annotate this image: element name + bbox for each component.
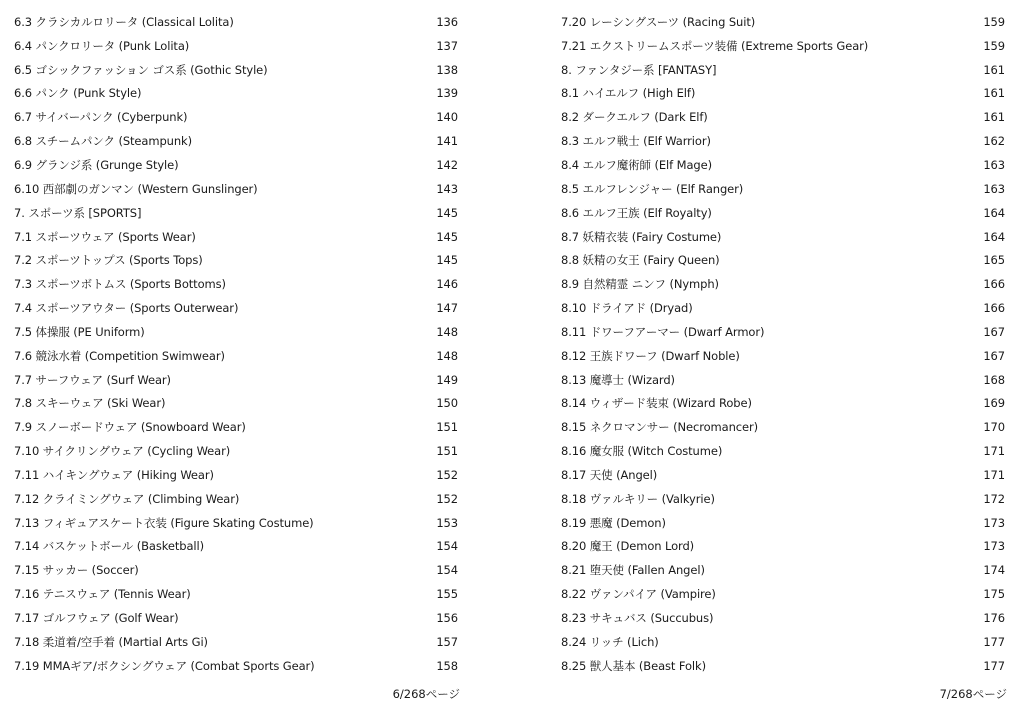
toc-entry[interactable] xyxy=(14,558,460,582)
toc-entry-page-number: 173 xyxy=(983,515,1005,530)
toc-entry[interactable] xyxy=(561,630,1007,654)
toc-entry-page-number: 173 xyxy=(983,539,1005,554)
toc-entry-page-number: 171 xyxy=(983,467,1005,482)
toc-entry[interactable] xyxy=(561,153,1007,177)
toc-entry[interactable] xyxy=(14,34,460,58)
toc-entry-page-number: 148 xyxy=(436,348,458,363)
toc-entry-page-number: 159 xyxy=(983,14,1005,29)
toc-entry-title: 8.18 ヴァルキリー (Valkyrie) xyxy=(561,491,715,506)
toc-entry[interactable] xyxy=(14,582,460,606)
toc-entry-title: 7.12 クライミングウェア (Climbing Wear) xyxy=(14,491,240,506)
toc-entry-title: 7.17 ゴルフウェア (Golf Wear) xyxy=(14,611,179,626)
toc-entry-title: 6.3 クラシカルロリータ (Classical Lolita) xyxy=(14,14,234,29)
toc-entry-page-number: 166 xyxy=(983,301,1005,316)
toc-entry-page-number: 163 xyxy=(983,181,1005,196)
toc-entry[interactable] xyxy=(561,487,1007,511)
toc-entry-page-number: 165 xyxy=(983,253,1005,268)
toc-entry[interactable] xyxy=(561,344,1007,368)
toc-entry-page-number: 176 xyxy=(983,611,1005,626)
toc-entry[interactable] xyxy=(561,368,1007,392)
toc-entry[interactable] xyxy=(14,606,460,630)
toc-entry[interactable] xyxy=(561,392,1007,416)
toc-entry-title: 7.19 MMAギア/ボクシングウェア (Combat Sports Gear) xyxy=(14,658,315,673)
toc-entry[interactable] xyxy=(561,177,1007,201)
toc-entry-title: 8.11 ドワーフアーマー (Dwarf Armor) xyxy=(561,324,765,339)
toc-entry[interactable] xyxy=(14,439,460,463)
toc-entry[interactable] xyxy=(561,511,1007,535)
toc-entry-title: 6.8 スチームパンク (Steampunk) xyxy=(14,134,192,149)
toc-entry-page-number: 145 xyxy=(436,205,458,220)
toc-entry-title: 7.4 スポーツアウター (Sports Outerwear) xyxy=(14,301,239,316)
toc-entry-title: 6.6 パンク (Punk Style) xyxy=(14,86,142,101)
toc-entry-page-number: 153 xyxy=(436,515,458,530)
toc-entry-title: 8.14 ウィザード装束 (Wizard Robe) xyxy=(561,396,752,411)
toc-entry-page-number: 140 xyxy=(436,110,458,125)
toc-entry-title: 8.25 獣人基本 (Beast Folk) xyxy=(561,658,706,673)
toc-entry[interactable] xyxy=(14,368,460,392)
toc-entry-page-number: 150 xyxy=(436,396,458,411)
toc-entry-page-number: 151 xyxy=(436,420,458,435)
toc-entry-title: 6.5 ゴシックファッション ゴス系 (Gothic Style) xyxy=(14,62,268,77)
toc-entry-title: 8.19 悪魔 (Demon) xyxy=(561,515,666,530)
toc-entry-title: 8.10 ドライアド (Dryad) xyxy=(561,301,693,316)
toc-entry[interactable] xyxy=(14,415,460,439)
toc-entry-page-number: 145 xyxy=(436,229,458,244)
toc-entry[interactable] xyxy=(14,248,460,272)
toc-entry[interactable] xyxy=(561,58,1007,82)
toc-entry-page-number: 172 xyxy=(983,491,1005,506)
toc-entry-title: 8.1 ハイエルフ (High Elf) xyxy=(561,86,696,101)
toc-entry-page-number: 154 xyxy=(436,563,458,578)
toc-entry-page-number: 161 xyxy=(983,62,1005,77)
toc-entry-title: 7.2 スポーツトップス (Sports Tops) xyxy=(14,253,203,268)
toc-entry[interactable] xyxy=(561,558,1007,582)
toc-entry-title: 8.22 ヴァンパイア (Vampire) xyxy=(561,587,716,602)
toc-entry-page-number: 148 xyxy=(436,324,458,339)
toc-entry[interactable] xyxy=(14,487,460,511)
toc-entry[interactable] xyxy=(14,272,460,296)
toc-entry-title: 6.4 パンクロリータ (Punk Lolita) xyxy=(14,38,190,53)
toc-entry-title: 8.20 魔王 (Demon Lord) xyxy=(561,539,695,554)
toc-entry-page-number: 164 xyxy=(983,205,1005,220)
toc-entry-page-number: 166 xyxy=(983,277,1005,292)
toc-entry-page-number: 143 xyxy=(436,181,458,196)
toc-entry[interactable] xyxy=(14,320,460,344)
toc-entry-title: 7. スポーツ系 [SPORTS] xyxy=(14,205,142,220)
toc-entry-title: 6.9 グランジ系 (Grunge Style) xyxy=(14,157,179,172)
toc-entry[interactable] xyxy=(14,296,460,320)
toc-entry-title: 7.1 スポーツウェア (Sports Wear) xyxy=(14,229,196,244)
toc-entry[interactable] xyxy=(561,439,1007,463)
toc-entry-page-number: 177 xyxy=(983,658,1005,673)
toc-entry[interactable] xyxy=(561,129,1007,153)
toc-entry-page-number: 141 xyxy=(436,134,458,149)
toc-entry[interactable] xyxy=(14,177,460,201)
toc-entry-title: 7.13 フィギュアスケート衣装 (Figure Skating Costume) xyxy=(14,515,314,530)
toc-entry[interactable] xyxy=(14,58,460,82)
left-page xyxy=(14,10,460,678)
toc-entry[interactable] xyxy=(561,225,1007,249)
toc-entry-page-number: 146 xyxy=(436,277,458,292)
toc-entry-title: 8.13 魔導士 (Wizard) xyxy=(561,372,675,387)
toc-entry-title: 7.11 ハイキングウェア (Hiking Wear) xyxy=(14,467,214,482)
toc-entry-title: 8.3 エルフ戦士 (Elf Warrior) xyxy=(561,134,711,149)
toc-entry[interactable] xyxy=(14,392,460,416)
toc-entry[interactable] xyxy=(14,225,460,249)
toc-entry-page-number: 167 xyxy=(983,348,1005,363)
toc-entry-title: 7.7 サーフウェア (Surf Wear) xyxy=(14,372,171,387)
toc-entry[interactable] xyxy=(561,272,1007,296)
toc-entry-title: 8.6 エルフ王族 (Elf Royalty) xyxy=(561,205,712,220)
toc-entry-page-number: 142 xyxy=(436,157,458,172)
toc-entry-title: 7.6 競泳水着 (Competition Swimwear) xyxy=(14,348,225,363)
toc-entry[interactable] xyxy=(14,153,460,177)
toc-entry-title: 8. ファンタジー系 [FANTASY] xyxy=(561,62,717,77)
toc-entry-title: 7.8 スキーウェア (Ski Wear) xyxy=(14,396,166,411)
toc-entry[interactable] xyxy=(561,463,1007,487)
toc-entry-page-number: 155 xyxy=(436,587,458,602)
toc-entry[interactable] xyxy=(561,582,1007,606)
toc-entry-title: 7.20 レーシングスーツ (Racing Suit) xyxy=(561,14,756,29)
toc-entry-page-number: 147 xyxy=(436,301,458,316)
toc-entry[interactable] xyxy=(561,415,1007,439)
toc-entry-page-number: 138 xyxy=(436,62,458,77)
toc-entry[interactable] xyxy=(561,535,1007,559)
toc-entry-page-number: 169 xyxy=(983,396,1005,411)
right-page-number: 7/268ページ xyxy=(939,687,1007,701)
toc-entry-title: 7.16 テニスウェア (Tennis Wear) xyxy=(14,587,191,602)
toc-entry-title: 8.24 リッチ (Lich) xyxy=(561,634,659,649)
toc-entry-title: 8.9 自然精霊 ニンフ (Nymph) xyxy=(561,277,719,292)
toc-entry-title: 8.15 ネクロマンサー (Necromancer) xyxy=(561,420,758,435)
toc-entry-page-number: 154 xyxy=(436,539,458,554)
toc-entry-title: 7.18 柔道着/空手着 (Martial Arts Gi) xyxy=(14,634,208,649)
toc-entry[interactable] xyxy=(14,82,460,106)
toc-entry[interactable] xyxy=(561,82,1007,106)
toc-entry[interactable] xyxy=(14,129,460,153)
toc-entry-page-number: 152 xyxy=(436,467,458,482)
toc-entry-title: 8.16 魔女服 (Witch Costume) xyxy=(561,444,723,459)
toc-entry-title: 8.4 エルフ魔術師 (Elf Mage) xyxy=(561,157,712,172)
toc-entry-page-number: 171 xyxy=(983,444,1005,459)
toc-entry[interactable] xyxy=(14,10,460,34)
toc-entry-title: 7.3 スポーツボトムス (Sports Bottoms) xyxy=(14,277,226,292)
toc-entry-title: 8.17 天使 (Angel) xyxy=(561,467,658,482)
toc-entry[interactable] xyxy=(561,320,1007,344)
toc-entry-page-number: 156 xyxy=(436,611,458,626)
toc-entry-page-number: 175 xyxy=(983,587,1005,602)
left-page-number: 6/268ページ xyxy=(392,687,460,701)
toc-entry[interactable] xyxy=(14,344,460,368)
toc-entry-title: 8.23 サキュバス (Succubus) xyxy=(561,611,714,626)
toc-entry-page-number: 151 xyxy=(436,444,458,459)
toc-entry-title: 7.10 サイクリングウェア (Cycling Wear) xyxy=(14,444,231,459)
toc-entry-title: 8.12 王族ドワーフ (Dwarf Noble) xyxy=(561,348,740,363)
toc-entry-title: 7.9 スノーボードウェア (Snowboard Wear) xyxy=(14,420,246,435)
toc-entry-page-number: 163 xyxy=(983,157,1005,172)
toc-entry-page-number: 164 xyxy=(983,229,1005,244)
toc-entry[interactable] xyxy=(14,463,460,487)
toc-entry[interactable] xyxy=(14,535,460,559)
toc-entry[interactable] xyxy=(561,248,1007,272)
toc-entry-page-number: 152 xyxy=(436,491,458,506)
toc-entry[interactable] xyxy=(561,34,1007,58)
toc-entry[interactable] xyxy=(14,105,460,129)
toc-entry-page-number: 161 xyxy=(983,86,1005,101)
toc-entry-title: 7.15 サッカー (Soccer) xyxy=(14,563,139,578)
toc-entry-page-number: 177 xyxy=(983,634,1005,649)
toc-entry-page-number: 174 xyxy=(983,563,1005,578)
toc-entry-page-number: 159 xyxy=(983,38,1005,53)
toc-entry-title: 8.5 エルフレンジャー (Elf Ranger) xyxy=(561,181,744,196)
toc-entry-page-number: 162 xyxy=(983,134,1005,149)
toc-entry[interactable] xyxy=(561,105,1007,129)
toc-entry-title: 8.7 妖精衣装 (Fairy Costume) xyxy=(561,229,722,244)
toc-entry[interactable] xyxy=(561,654,1007,678)
toc-entry-page-number: 149 xyxy=(436,372,458,387)
toc-entry-page-number: 161 xyxy=(983,110,1005,125)
left-toc-list xyxy=(14,10,460,678)
toc-entry-page-number: 158 xyxy=(436,658,458,673)
toc-entry-title: 7.21 エクストリームスポーツ装備 (Extreme Sports Gear) xyxy=(561,38,869,53)
toc-entry-title: 8.2 ダークエルフ (Dark Elf) xyxy=(561,110,708,125)
right-toc-list xyxy=(561,10,1007,678)
right-page xyxy=(561,10,1007,678)
toc-entry[interactable] xyxy=(14,630,460,654)
toc-entry[interactable] xyxy=(561,10,1007,34)
toc-entry-title: 8.8 妖精の女王 (Fairy Queen) xyxy=(561,253,720,268)
toc-entry-title: 7.14 バスケットボール (Basketball) xyxy=(14,539,204,554)
toc-entry-page-number: 168 xyxy=(983,372,1005,387)
toc-entry-title: 7.5 体操服 (PE Uniform) xyxy=(14,324,145,339)
toc-entry-page-number: 136 xyxy=(436,14,458,29)
toc-entry-page-number: 157 xyxy=(436,634,458,649)
toc-entry[interactable] xyxy=(14,201,460,225)
toc-entry[interactable] xyxy=(14,654,460,678)
toc-entry-page-number: 139 xyxy=(436,86,458,101)
toc-entry[interactable] xyxy=(14,511,460,535)
toc-entry-title: 8.21 堕天使 (Fallen Angel) xyxy=(561,563,705,578)
toc-entry-title: 6.7 サイバーパンク (Cyberpunk) xyxy=(14,110,188,125)
toc-entry-page-number: 137 xyxy=(436,38,458,53)
toc-entry-page-number: 145 xyxy=(436,253,458,268)
toc-entry-title: 6.10 西部劇のガンマン (Western Gunslinger) xyxy=(14,181,258,196)
toc-entry-page-number: 170 xyxy=(983,420,1005,435)
toc-entry[interactable] xyxy=(561,606,1007,630)
toc-entry-page-number: 167 xyxy=(983,324,1005,339)
toc-entry[interactable] xyxy=(561,296,1007,320)
toc-entry[interactable] xyxy=(561,201,1007,225)
